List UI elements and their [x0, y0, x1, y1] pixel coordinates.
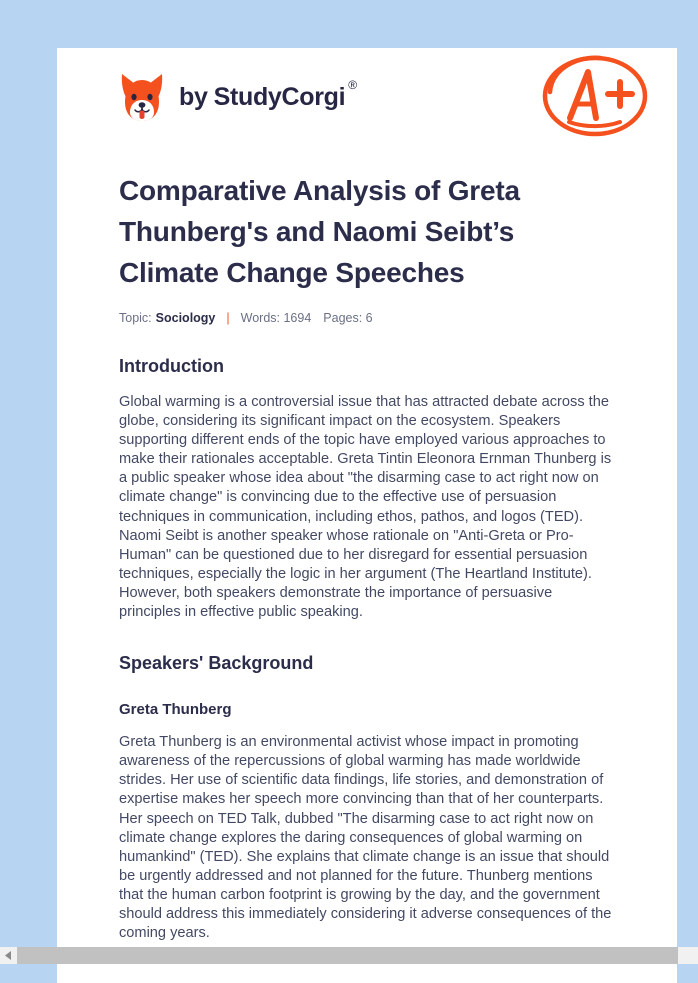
document-body	[119, 355, 615, 943]
meta-separator: |	[226, 311, 230, 326]
section-heading-introduction: Introduction	[119, 356, 224, 377]
meta-topic-label: Topic:	[119, 311, 152, 326]
paragraph: Greta Thunberg is an environmental activist whose impact in promoting awareness of the repercussions of global warming has made worldwide strides. Her use of scientific data findings, life stories, and demonstration of expertise makes her speech more convincing than that of her counterparts. Her speech on TED Talk, dubbed "The disarming case to act right now on climate change explores the daring consequences of global warming on humankind" (TED). She explains that climate change is an issue that should be urgently addressed and not planned for the future. Thunberg mentions that the human carbon footprint is growing by the day, and the government should address this immediately considering it adverse consequences of the coming years.	[119, 734, 612, 942]
page-title: Comparative Analysis of Greta Thunberg's and Naomi Seibt’s Climate Change Speeches	[119, 175, 520, 289]
brand-name: StudyCorgi	[213, 82, 346, 111]
meta-words: Words: 1694	[240, 311, 312, 326]
brand-header	[57, 48, 677, 152]
brand-lockup[interactable]	[119, 72, 357, 122]
scrollbar-thumb[interactable]	[17, 947, 678, 964]
document-page	[57, 48, 677, 983]
registered-trademark-icon: ®	[348, 77, 357, 92]
paragraph: Global warming is a controversial issue that has attracted debate across the globe, considering its significant impact on the ecosystem. Speakers supporting different ends of the topic have employed various approaches to make their rationales acceptable. Greta Tintin Eleonora Ernman Thunberg is a public speaker whose idea about "the disarming case to act right now on climate change" is convincing due to the effective use of persuasion techniques in communication, including ethos, pathos, and logos (TED). Naomi Seibt is another speaker whose rationale on "Anti-Greta or Pro-Human" can be questioned due to her disregard for essential persuasion techniques, especially the logic in her argument (The Heartland Institute). However, both speakers demonstrate the importance of persuasive principles in effective public speaking.	[119, 393, 612, 621]
horizontal-scrollbar[interactable]	[0, 947, 698, 964]
brand-by-word: by	[179, 82, 208, 111]
document-meta	[119, 311, 615, 325]
brand-wordmark	[179, 77, 357, 111]
meta-topic-value[interactable]: Sociology	[155, 311, 216, 326]
scroll-left-arrow-icon[interactable]	[0, 947, 17, 964]
section-heading-greta-thunberg: Greta Thunberg	[119, 700, 232, 718]
corgi-logo-icon	[119, 72, 165, 122]
scrollbar-track[interactable]	[17, 947, 698, 964]
section-heading-speakers-background: Speakers' Background	[119, 653, 314, 674]
meta-pages: Pages: 6	[323, 311, 373, 326]
a-plus-grade-badge-icon	[538, 52, 653, 142]
